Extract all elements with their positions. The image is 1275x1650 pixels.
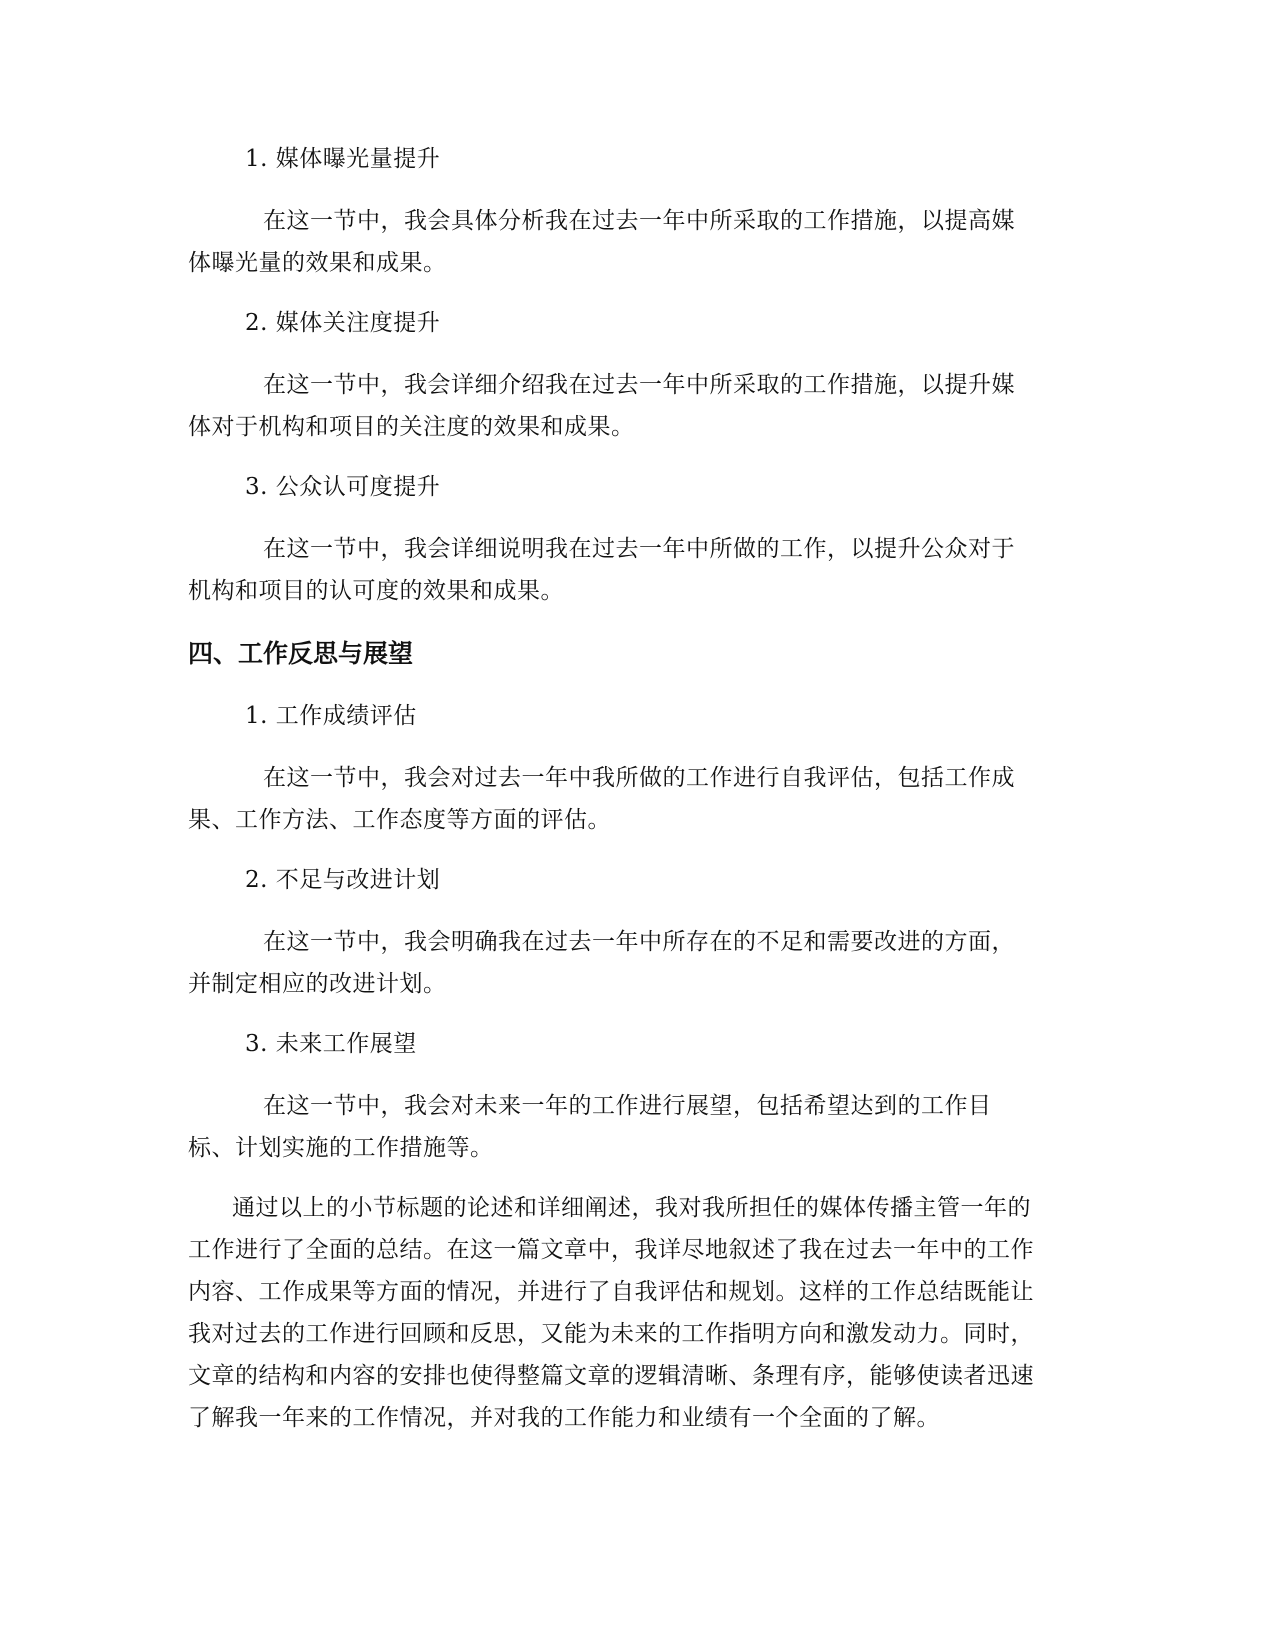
conclusion-line: 内容、工作成果等方面的情况，并进行了自我评估和规划。这样的工作总结既能让	[188, 1279, 1034, 1305]
paragraph-line: 并制定相应的改进计划。	[188, 971, 447, 997]
section-heading: 四、工作反思与展望	[188, 639, 414, 668]
conclusion-line: 文章的结构和内容的安排也使得整篇文章的逻辑清晰、条理有序，能够使读者迅速	[188, 1363, 1034, 1389]
conclusion-line: 了解我一年来的工作情况，并对我的工作能力和业绩有一个全面的了解。	[188, 1405, 940, 1431]
paragraph-line: 在这一节中，我会明确我在过去一年中所存在的不足和需要改进的方面，	[263, 929, 1015, 955]
subsection-title: 1. 媒体曝光量提升	[245, 146, 441, 172]
subsection-title: 3. 公众认可度提升	[245, 474, 441, 500]
paragraph-line: 果、工作方法、工作态度等方面的评估。	[188, 807, 611, 833]
paragraph-line: 在这一节中，我会对未来一年的工作进行展望，包括希望达到的工作目	[263, 1093, 992, 1119]
conclusion-line: 工作进行了全面的总结。在这一篇文章中，我详尽地叙述了我在过去一年中的工作	[188, 1237, 1034, 1263]
paragraph-line: 标、计划实施的工作措施等。	[188, 1135, 494, 1161]
paragraph-line: 在这一节中，我会具体分析我在过去一年中所采取的工作措施，以提高媒	[263, 208, 1015, 234]
subsection-title: 2. 媒体关注度提升	[245, 310, 441, 336]
paragraph-line: 体对于机构和项目的关注度的效果和成果。	[188, 414, 635, 440]
paragraph-line: 体曝光量的效果和成果。	[188, 250, 447, 276]
paragraph-line: 在这一节中，我会详细说明我在过去一年中所做的工作，以提升公众对于	[263, 536, 1015, 562]
paragraph-line: 在这一节中，我会对过去一年中我所做的工作进行自我评估，包括工作成	[263, 765, 1015, 791]
subsection-title: 1. 工作成绩评估	[245, 703, 417, 729]
conclusion-line: 通过以上的小节标题的论述和详细阐述，我对我所担任的媒体传播主管一年的	[232, 1195, 1031, 1221]
subsection-title: 3. 未来工作展望	[245, 1031, 417, 1057]
subsection-title: 2. 不足与改进计划	[245, 867, 441, 893]
conclusion-line: 我对过去的工作进行回顾和反思，又能为未来的工作指明方向和激发动力。同时，	[188, 1321, 1034, 1347]
paragraph-line: 在这一节中，我会详细介绍我在过去一年中所采取的工作措施，以提升媒	[263, 372, 1015, 398]
paragraph-line: 机构和项目的认可度的效果和成果。	[188, 578, 564, 604]
